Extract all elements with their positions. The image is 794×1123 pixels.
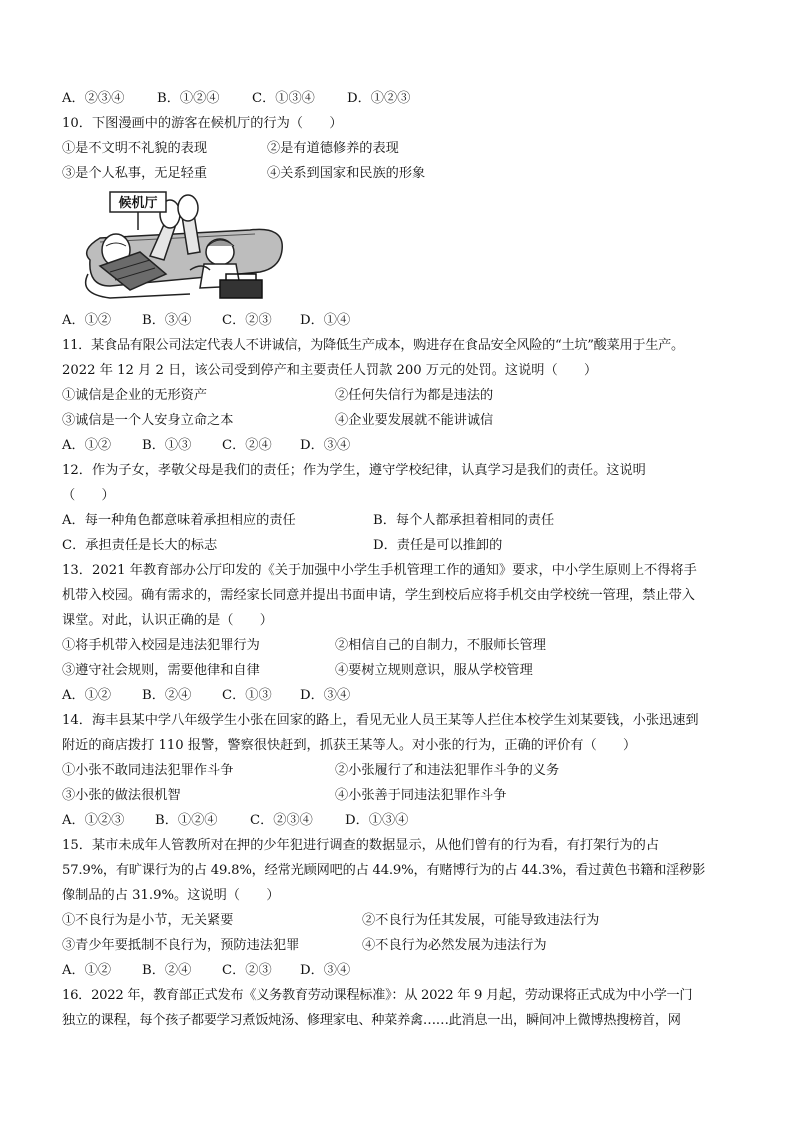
q12-option-b: B．每个人都承担着相同的责任 bbox=[373, 513, 555, 528]
q15-statement-2: ②不良行为任其发展，可能导致违法行为 bbox=[362, 913, 600, 928]
q15-statement-1: ①不良行为是小节，无关紧要 bbox=[62, 913, 234, 928]
q10-statements-row2 bbox=[62, 161, 742, 186]
q11-stem-line2: 2022 年 12 月 2 日，该公司受到停产和主要责任人罚款 200 万元的处罚。这说明（ ） bbox=[62, 363, 598, 378]
q14-option-a: A．①②③ bbox=[62, 813, 125, 828]
waiting-hall-sign-text: 候机厅 bbox=[118, 196, 158, 211]
q9-option-b: B．①②④ bbox=[157, 91, 220, 106]
q14-statements-row1 bbox=[62, 758, 742, 783]
q9-option-a: A．②③④ bbox=[62, 91, 125, 106]
q15-option-d: D．③④ bbox=[300, 963, 351, 978]
q11-options bbox=[62, 433, 742, 458]
q10-option-c: C．②③ bbox=[222, 313, 272, 328]
q13-stem-line3: 课堂。对此，认识正确的是（ ） bbox=[62, 613, 273, 628]
q12-options-row2 bbox=[62, 533, 742, 558]
q16-stem-line2: 独立的课程，每个孩子都要学习煮饭炖汤、修理家电、种菜养禽……此消息一出，瞬间冲上微博热搜榜首，网 bbox=[62, 1013, 681, 1028]
q12-option-c: C．承担责任是长大的标志 bbox=[62, 538, 218, 553]
q10-statement-4: ④关系到国家和民族的形象 bbox=[267, 166, 426, 181]
q15-stem-line2: 57.9%，有旷课行为的占 49.8%，经常光顾网吧的占 44.9%，有赌博行为的占 44.3%，看过黄色书籍和淫秽影 bbox=[62, 863, 706, 878]
q14-stem-line2: 附近的商店拨打 110 报警，警察很快赶到，抓获王某等人。对小张的行为，正确的评价有（ ） bbox=[62, 738, 637, 753]
q16-stem-line1: 16．2022 年，教育部正式发布《义务教育劳动课程标准》：从 2022 年 9 月起，劳动课将正式成为中小学一门 bbox=[62, 988, 693, 1003]
q11-statement-2: ②任何失信行为都是违法的 bbox=[335, 388, 494, 403]
q14-statement-4: ④小张善于同违法犯罪作斗争 bbox=[335, 788, 507, 803]
q11-stem-line1: 11．某食品有限公司法定代表人不讲诚信，为降低生产成本，购进存在食品安全风险的“土坑”酸菜用于生产。 bbox=[62, 338, 684, 353]
q12-stem-line1: 12．作为子女，孝敬父母是我们的责任；作为学生，遵守学校纪律，认真学习是我们的责任。这说明 bbox=[62, 463, 646, 478]
q13-stem-line2: 机带入校园。确有需求的，需经家长同意并提出书面申请，学生到校后应将手机交由学校统一管理，禁止带入 bbox=[62, 588, 695, 603]
q14-statement-2: ②小张履行了和违法犯罪作斗争的义务 bbox=[335, 763, 560, 778]
q9-option-c: C．①③④ bbox=[252, 91, 315, 106]
q12-option-d: D．责任是可以推卸的 bbox=[373, 538, 503, 553]
q15-statements-row1 bbox=[62, 908, 742, 933]
q15-statement-4: ④不良行为必然发展为违法行为 bbox=[362, 938, 547, 953]
q10-statement-1: ①是不文明不礼貌的表现 bbox=[62, 141, 208, 156]
q12-stem-line2: （ ） bbox=[62, 488, 115, 503]
q11-option-d: D．③④ bbox=[300, 438, 351, 453]
q13-option-d: D．③④ bbox=[300, 688, 351, 703]
q14-options bbox=[62, 808, 742, 833]
q9-option-d: D．①②③ bbox=[347, 91, 411, 106]
q11-option-b: B．①③ bbox=[142, 438, 192, 453]
q13-statement-3: ③遵守社会规则，需要他律和自律 bbox=[62, 663, 260, 678]
q14-statement-3: ③小张的做法很机智 bbox=[62, 788, 181, 803]
q15-options bbox=[62, 958, 742, 983]
q10-stem: 10．下图漫画中的游客在候机厅的行为（ ） bbox=[62, 116, 343, 131]
q10-statement-2: ②是有道德修养的表现 bbox=[267, 141, 399, 156]
q13-option-c: C．①③ bbox=[222, 688, 272, 703]
q13-options bbox=[62, 683, 742, 708]
q10-option-a: A．①② bbox=[62, 313, 112, 328]
q11-option-a: A．①② bbox=[62, 438, 112, 453]
q15-stem-line3: 像制品的占 31.9%。这说明（ ） bbox=[62, 888, 280, 903]
q14-option-c: C．②③④ bbox=[250, 813, 313, 828]
q10-option-b: B．③④ bbox=[142, 313, 192, 328]
q13-statements-row2 bbox=[62, 658, 742, 683]
q13-option-a: A．①② bbox=[62, 688, 112, 703]
q13-statement-1: ①将手机带入校园是违法犯罪行为 bbox=[62, 638, 260, 653]
q10-cartoon bbox=[70, 190, 290, 306]
q15-statements-row2 bbox=[62, 933, 742, 958]
q15-statement-3: ③青少年要抵制不良行为，预防违法犯罪 bbox=[62, 938, 300, 953]
waiting-hall-cartoon-illustration bbox=[70, 190, 290, 306]
q11-statement-4: ④企业要发展就不能讲诚信 bbox=[335, 413, 494, 428]
q11-statements-row1 bbox=[62, 383, 742, 408]
q11-statement-1: ①诚信是企业的无形资产 bbox=[62, 388, 208, 403]
q11-option-c: C．②④ bbox=[222, 438, 272, 453]
q10-options bbox=[62, 308, 742, 333]
q14-option-d: D．①③④ bbox=[345, 813, 409, 828]
q14-statement-1: ①小张不敢同违法犯罪作斗争 bbox=[62, 763, 234, 778]
q13-stem-line1: 13．2021 年教育部办公厅印发的《关于加强中小学生手机管理工作的通知》要求，中小学生原则上不得将手 bbox=[62, 563, 697, 578]
q11-statement-3: ③诚信是一个人安身立命之本 bbox=[62, 413, 234, 428]
q15-option-c: C．②③ bbox=[222, 963, 272, 978]
q14-option-b: B．①②④ bbox=[155, 813, 218, 828]
exam-page bbox=[62, 86, 742, 1033]
q12-options-row1 bbox=[62, 508, 742, 533]
q10-statement-3: ③是个人私事，无足轻重 bbox=[62, 166, 208, 181]
q13-statement-4: ④要树立规则意识，服从学校管理 bbox=[335, 663, 533, 678]
q10-option-d: D．①④ bbox=[300, 313, 351, 328]
q14-stem-line1: 14．海丰县某中学八年级学生小张在回家的路上，看见无业人员王某等人拦住本校学生刘某要钱，小张迅速到 bbox=[62, 713, 699, 728]
q15-stem-line1: 15．某市未成年人管教所对在押的少年犯进行调查的数据显示，从他们曾有的行为看，有打架行为的占 bbox=[62, 838, 660, 853]
q15-option-a: A．①② bbox=[62, 963, 112, 978]
q15-option-b: B．②④ bbox=[142, 963, 192, 978]
q13-option-b: B．②④ bbox=[142, 688, 192, 703]
q9-options bbox=[62, 86, 742, 111]
q13-statement-2: ②相信自己的自制力，不服师长管理 bbox=[335, 638, 546, 653]
q11-statements-row2 bbox=[62, 408, 742, 433]
q10-statements-row1 bbox=[62, 136, 742, 161]
q12-option-a: A．每一种角色都意味着承担相应的责任 bbox=[62, 513, 296, 528]
q14-statements-row2 bbox=[62, 783, 742, 808]
q13-statements-row1 bbox=[62, 633, 742, 658]
